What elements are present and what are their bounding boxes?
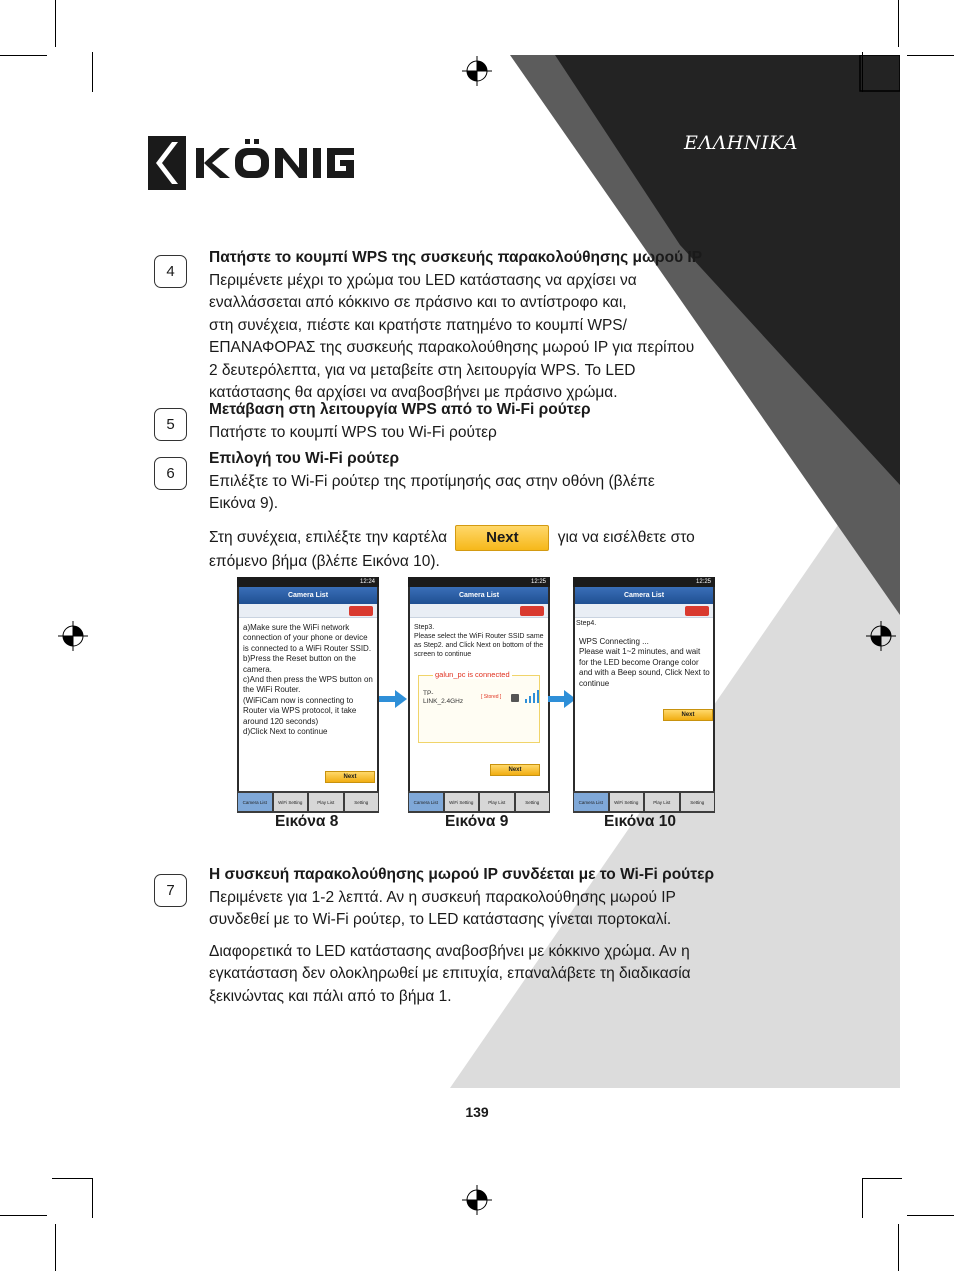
language-label: ΕΛΛΗΝΙΚΑ bbox=[684, 132, 798, 154]
phone-subbar bbox=[575, 604, 713, 618]
tab-play-list: Play List bbox=[480, 793, 514, 811]
crop-mark bbox=[862, 1178, 863, 1218]
phone-tabbar bbox=[237, 791, 379, 813]
registration-mark-icon bbox=[58, 621, 88, 651]
alert-icon bbox=[685, 606, 709, 616]
crop-mark bbox=[898, 1224, 899, 1271]
crop-mark bbox=[907, 1215, 954, 1216]
alert-icon bbox=[349, 606, 373, 616]
step-6-line: Εικόνα 9). bbox=[209, 495, 279, 512]
step-number-6: 6 bbox=[154, 457, 187, 490]
phone-title: Camera List bbox=[239, 587, 377, 604]
tab-wifi-setting: WiFi Setting bbox=[610, 793, 644, 811]
tab-camera-list: Camera List bbox=[238, 793, 272, 811]
tab-camera-list: Camera List bbox=[409, 793, 443, 811]
tab-setting: Setting bbox=[345, 793, 379, 811]
registration-mark-icon bbox=[462, 1185, 492, 1215]
arrow-right-icon bbox=[379, 690, 407, 708]
phone-step-label: Step4. bbox=[576, 620, 597, 627]
phone-tabbar bbox=[408, 791, 550, 813]
crop-mark bbox=[862, 52, 863, 92]
step-7-line: συνδεθεί με το Wi-Fi ρούτερ, το LED κατάστασης γίνεται πορτοκαλί. bbox=[209, 911, 672, 928]
crop-mark bbox=[92, 1178, 93, 1218]
figure-caption-10: Εικόνα 10 bbox=[604, 813, 676, 830]
status-bar: 12:24 bbox=[237, 577, 379, 587]
step-7-heading: Η συσκευή παρακολούθησης μωρού IP συνδέεται με το Wi-Fi ρούτερ bbox=[209, 866, 715, 883]
tab-play-list: Play List bbox=[309, 793, 343, 811]
wifi-signal-icon bbox=[511, 690, 539, 704]
connected-label: galun_pc is connected bbox=[435, 670, 510, 679]
crop-mark bbox=[907, 55, 954, 56]
step-4-line: κατάστασης θα αρχίσει να αναβοσβήνει με πράσινο χρώμα. bbox=[209, 384, 618, 401]
tab-setting: Setting bbox=[516, 793, 550, 811]
wifi-network-name: TP- LINK_2.4GHz bbox=[423, 690, 464, 705]
alert-icon bbox=[520, 606, 544, 616]
step-4-line: 2 δευτερόλεπτα, για να μεταβείτε στη λειτουργία WPS. Το LED bbox=[209, 361, 636, 379]
step-7-para2-line: Διαφορετικά το LED κατάστασης αναβοσβήνει με κόκκινο χρώμα. Αν η bbox=[209, 942, 690, 960]
status-bar: 12:25 bbox=[408, 577, 550, 587]
tab-wifi-setting: WiFi Setting bbox=[274, 793, 308, 811]
phone-instructions: WPS Connecting ... Please wait 1~2 minutes, and wait for the LED become Orange color and with a Beep sound, Click Next to continue bbox=[579, 637, 710, 688]
crop-mark bbox=[52, 1178, 92, 1179]
step-4-line: Περιμένετε μέχρι το χρώμα του LED κατάστασης να αρχίσει να bbox=[209, 271, 637, 289]
crop-mark bbox=[898, 0, 899, 47]
phone-tabbar bbox=[573, 791, 715, 813]
phone-subbar bbox=[410, 604, 548, 618]
figure-caption-9: Εικόνα 9 bbox=[445, 813, 509, 830]
step-4-heading: Πατήστε το κουμπί WPS της συσκευής παρακολούθησης μωρού IP bbox=[209, 249, 703, 266]
step-6-line: Επιλέξτε το Wi-Fi ρούτερ της προτίμησής σας στην οθόνη (βλέπε bbox=[209, 472, 655, 490]
tab-wifi-setting: WiFi Setting bbox=[445, 793, 479, 811]
step-5-text bbox=[209, 399, 591, 444]
phone-screen bbox=[410, 587, 548, 791]
step-4-line: ΕΠΑΝΑΦΟΡΑΣ της συσκευής παρακολούθησης μωρού IP για περίπου bbox=[209, 339, 695, 356]
step-6-extra-line2: επόμενο βήμα (βλέπε Εικόνα 10). bbox=[209, 552, 440, 570]
crop-mark bbox=[0, 1215, 47, 1216]
step-5-line: Πατήστε το κουμπί WPS του Wi-Fi ρούτερ bbox=[209, 423, 497, 441]
figure-caption-8: Εικόνα 8 bbox=[275, 813, 339, 830]
arrow-right-icon bbox=[548, 690, 576, 708]
step-4-text bbox=[209, 247, 702, 405]
phone-screen bbox=[575, 587, 713, 791]
step-6-extra bbox=[209, 525, 695, 551]
phone-next-button: Next bbox=[663, 709, 713, 721]
step-7-text bbox=[209, 864, 714, 1008]
step-6-heading: Επιλογή του Wi-Fi ρούτερ bbox=[209, 450, 400, 467]
phone-next-button: Next bbox=[325, 771, 375, 783]
step-6-text bbox=[209, 448, 695, 573]
tab-play-list: Play List bbox=[645, 793, 679, 811]
status-bar: 12:25 bbox=[573, 577, 715, 587]
step-6-extra-after: για να εισέλθετε στο bbox=[557, 528, 695, 546]
phone-screen bbox=[239, 587, 377, 791]
phone-instructions: a)Make sure the WiFi network connection of your phone or device is connected to a WiFi Router SSID. b)Press the Reset button on the camera. c)And then press the WPS button on the WiFi Router. (WiFiCam now is connecting to Router via WPS protocol, it take around 120 seconds) d)Click Next to continue bbox=[243, 623, 373, 737]
page-number: 139 bbox=[465, 1104, 489, 1120]
step-number-4: 4 bbox=[154, 255, 187, 288]
step-number-7: 7 bbox=[154, 874, 187, 907]
phone-next-button: Next bbox=[490, 764, 540, 776]
step-7-line: Περιμένετε για 1-2 λεπτά. Αν η συσκευή παρακολούθησης μωρού IP bbox=[209, 888, 676, 906]
step-7-para2-line: εγκατάσταση δεν ολοκληρωθεί με επιτυχία, επαναλάβετε τη διαδικασία bbox=[209, 965, 691, 982]
step-4-line: στη συνέχεια, πιέστε και κρατήστε πατημένο το κουμπί WPS/ bbox=[209, 316, 627, 334]
step-number-5: 5 bbox=[154, 408, 187, 441]
tab-camera-list: Camera List bbox=[574, 793, 608, 811]
wifi-network-list bbox=[418, 670, 540, 743]
phone-title: Camera List bbox=[575, 587, 713, 604]
registration-mark-icon bbox=[462, 56, 492, 86]
registration-mark-icon bbox=[866, 621, 896, 651]
phone-instructions: Step3. Please select the WiFi Router SSID same as Step2. and Click Next on bottom of the screen to continue bbox=[414, 624, 544, 658]
konig-logo bbox=[148, 136, 354, 190]
crop-mark bbox=[55, 1224, 56, 1271]
crop-mark bbox=[862, 1178, 902, 1179]
stored-label: [ Stored ] bbox=[481, 694, 502, 700]
crop-mark bbox=[55, 0, 56, 47]
phone-subbar bbox=[239, 604, 377, 618]
tab-setting: Setting bbox=[681, 793, 715, 811]
phone-screenshot-10 bbox=[573, 577, 715, 813]
crop-mark bbox=[92, 52, 93, 92]
phone-screenshot-9 bbox=[408, 577, 550, 813]
step-7-para2-line: ξεκινώντας και πάλι από το βήμα 1. bbox=[209, 987, 452, 1005]
phone-title: Camera List bbox=[410, 587, 548, 604]
step-5-heading: Μετάβαση στη λειτουργία WPS από το Wi-Fi ρούτερ bbox=[209, 401, 591, 418]
step-4-line: εναλλάσσεται από κόκκινο σε πράσινο και το αντίστροφο και, bbox=[209, 294, 627, 311]
step-6-extra-before: Στη συνέχεια, επιλέξτε την καρτέλα bbox=[209, 528, 448, 546]
crop-mark bbox=[0, 55, 47, 56]
next-button-illustration: Next bbox=[455, 525, 549, 551]
phone-screenshot-8 bbox=[237, 577, 379, 813]
